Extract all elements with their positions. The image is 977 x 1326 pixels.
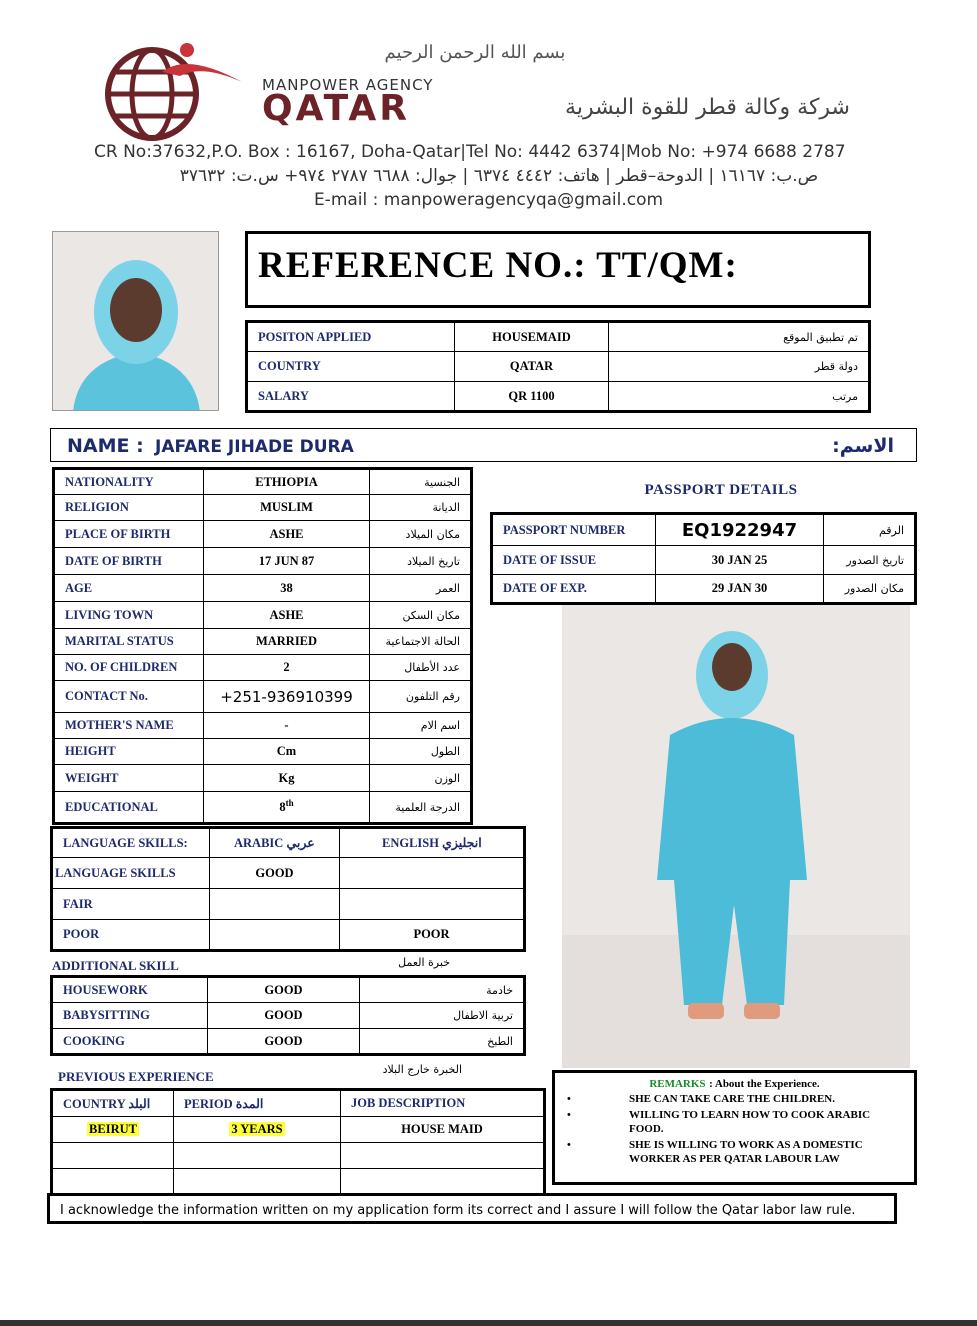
personal-row	[54, 655, 472, 681]
remark-item	[563, 1092, 906, 1106]
personal-value-text: ASHE	[269, 526, 304, 541]
personal-arabic: الطول	[370, 739, 472, 765]
passport-label: PASSPORT NUMBER	[492, 514, 656, 546]
personal-value-text: MUSLIM	[260, 500, 313, 514]
personal-row	[54, 495, 472, 521]
position-row	[247, 382, 870, 412]
remarks-list	[563, 1092, 906, 1166]
position-arabic: دولة قطر	[609, 352, 870, 382]
language-row	[52, 920, 525, 951]
passport-arabic: مكان الصدور	[824, 575, 916, 604]
personal-label: AGE	[54, 575, 204, 602]
passport-label: DATE OF EXP.	[492, 575, 656, 604]
position-label: COUNTRY	[247, 352, 455, 382]
experience-cell	[52, 1169, 174, 1195]
additional-label: COOKING	[52, 1029, 208, 1055]
experience-cell	[174, 1143, 341, 1169]
remarks-header	[563, 1077, 906, 1090]
additional-skill-label: ADDITIONAL SKILL	[52, 958, 179, 973]
language-level: POOR	[52, 920, 210, 951]
personal-value-text: 17 JUN 87	[258, 553, 315, 568]
personal-label: HEIGHT	[54, 739, 204, 765]
experience-value: BEIRUT	[89, 1122, 137, 1136]
personal-arabic: الدرجة العلمية	[370, 792, 472, 824]
personal-label: CONTACT No.	[54, 681, 204, 713]
personal-value-text: Cm	[276, 744, 297, 758]
additional-value: GOOD	[208, 1029, 360, 1055]
name-label-arabic: الاسم:	[832, 435, 894, 457]
personal-arabic: الديانة	[370, 495, 472, 521]
name-label: NAME :	[67, 435, 144, 457]
remark-text: SHE CAN TAKE CARE THE CHILDREN.	[629, 1093, 835, 1105]
personal-label: NATIONALITY	[54, 469, 204, 495]
contact-line-arabic: ص.ب: ١٦١٦٧ | الدوحة–قطر | هاتف: ٤٤٤٢ ٦٣٧٤ | جوال: ٦٦٨٨ ٢٧٨٧ ٩٧٤+ س.ت: ٣٧٦٣٢	[179, 166, 819, 186]
language-arabic-level	[210, 920, 340, 951]
position-arabic: تم تطبيق الموقع	[609, 322, 870, 352]
personal-value	[204, 765, 370, 792]
personal-row	[54, 713, 472, 739]
remark-text: WILLING TO LEARN HOW TO COOK ARABIC FOOD.	[629, 1109, 871, 1135]
acknowledgement-box	[47, 1193, 897, 1224]
personal-label: WEIGHT	[54, 765, 204, 792]
bismillah: بسم الله الرحمن الرحيم	[384, 42, 566, 63]
language-row	[52, 858, 525, 889]
experience-cell	[52, 1117, 174, 1143]
acknowledgement-text: I acknowledge the information written on my application form its correct and I assure I will follow the Qatar labor law rule.	[60, 1203, 856, 1218]
personal-label: MOTHER'S NAME	[54, 713, 204, 739]
personal-arabic: عدد الأطفال	[370, 655, 472, 681]
contact-line-english: CR No:37632,P.O. Box : 16167, Doha-Qatar|Tel No: 4442 6374|Mob No: +974 6688 2787	[94, 142, 846, 162]
personal-value	[204, 495, 370, 521]
personal-arabic: العمر	[370, 575, 472, 602]
additional-label: BABYSITTING	[52, 1003, 208, 1029]
experience-cell	[174, 1117, 341, 1143]
additional-arabic: تربية الاطفال	[360, 1003, 525, 1029]
personal-label: NO. OF CHILDREN	[54, 655, 204, 681]
remarks-subtitle: : About the Experience.	[709, 1078, 820, 1090]
personal-value	[204, 655, 370, 681]
personal-value-text: +251-936910399	[220, 687, 353, 706]
agency-name-line2: QATAR	[262, 88, 411, 129]
experience-cell	[52, 1143, 174, 1169]
language-header-arabic: ARABIC عربي	[210, 828, 340, 858]
additional-arabic: خادمة	[360, 977, 525, 1003]
passport-row	[492, 514, 916, 546]
name-bar	[50, 428, 917, 462]
position-value: HOUSEMAID	[455, 322, 609, 352]
passport-arabic: تاريخ الصدور	[824, 546, 916, 575]
full-body-photo	[562, 605, 910, 1068]
language-english-level	[340, 858, 525, 889]
personal-value-text: -	[284, 718, 289, 732]
position-label: POSITON APPLIED	[247, 322, 455, 352]
experience-header: COUNTRY البلد	[52, 1090, 174, 1117]
language-arabic-level: GOOD	[210, 858, 340, 889]
personal-row	[54, 575, 472, 602]
experience-row	[52, 1143, 545, 1169]
language-level: FAIR	[52, 889, 210, 920]
personal-value	[204, 521, 370, 548]
agency-name-line1: MANPOWER AGENCY	[262, 76, 434, 94]
personal-value	[204, 548, 370, 575]
personal-label: EDUCATIONAL	[54, 792, 204, 824]
passport-value: 29 JAN 30	[656, 575, 824, 604]
language-row	[52, 889, 525, 920]
personal-table	[52, 467, 473, 825]
personal-value-sup: th	[285, 798, 294, 809]
position-label: SALARY	[247, 382, 455, 412]
agency-name-arabic: شركة وكالة قطر للقوة البشرية	[565, 95, 850, 120]
personal-value-text: 2	[283, 660, 290, 674]
personal-row	[54, 739, 472, 765]
personal-row	[54, 629, 472, 655]
personal-value-text: Kg	[278, 770, 295, 785]
position-value: QR 1100	[455, 382, 609, 412]
language-header-row	[52, 828, 525, 858]
personal-value-text: ASHE	[269, 607, 304, 622]
position-arabic: مرتب	[609, 382, 870, 412]
experience-cell	[174, 1169, 341, 1195]
personal-value	[204, 575, 370, 602]
personal-row	[54, 765, 472, 792]
remark-text: SHE IS WILLING TO WORK AS A DOMESTIC WORKER AS PER QATAR LABOUR LAW	[629, 1139, 863, 1165]
personal-value	[204, 713, 370, 739]
personal-label: LIVING TOWN	[54, 602, 204, 629]
bullet-icon: •	[567, 1139, 571, 1151]
experience-row	[52, 1169, 545, 1195]
bullet-icon: •	[567, 1109, 571, 1121]
personal-value	[204, 629, 370, 655]
language-level: LANGUAGE SKILLS	[52, 858, 210, 889]
experience-cell	[341, 1143, 545, 1169]
experience-cell	[341, 1169, 545, 1195]
passport-value: 30 JAN 25	[656, 546, 824, 575]
remark-item	[563, 1138, 906, 1166]
passport-row	[492, 575, 916, 604]
personal-arabic: تاريخ الميلاد	[370, 548, 472, 575]
language-arabic-level	[210, 889, 340, 920]
personal-label: MARITAL STATUS	[54, 629, 204, 655]
personal-value-text: 8	[279, 800, 286, 815]
language-english-level: POOR	[340, 920, 525, 951]
personal-value	[204, 469, 370, 495]
experience-header: PERIOD المدة	[174, 1090, 341, 1117]
personal-arabic: مكان السكن	[370, 602, 472, 629]
personal-label: DATE OF BIRTH	[54, 548, 204, 575]
reference-number: REFERENCE NO.: TT/QM:	[258, 245, 738, 286]
language-english-level	[340, 889, 525, 920]
personal-arabic: رقم التلفون	[370, 681, 472, 713]
personal-label: RELIGION	[54, 495, 204, 521]
personal-row	[54, 681, 472, 713]
previous-experience-label: PREVIOUS EXPERIENCE	[58, 1069, 214, 1084]
experience-row	[52, 1117, 545, 1143]
personal-arabic: مكان الميلاد	[370, 521, 472, 548]
additional-skill-label-arabic: خبرة العمل	[398, 956, 450, 969]
additional-row	[52, 1029, 525, 1055]
additional-value: GOOD	[208, 977, 360, 1003]
remarks-box	[552, 1070, 917, 1185]
experience-value: 3 YEARS	[231, 1122, 283, 1136]
name-value: JAFARE JIHADE DURA	[155, 437, 354, 457]
additional-label: HOUSEWORK	[52, 977, 208, 1003]
additional-skill-table	[50, 975, 526, 1056]
experience-header: JOB DESCRIPTION	[341, 1090, 545, 1117]
page-bottom-rule	[0, 1320, 977, 1326]
personal-value-text: MARRIED	[255, 634, 318, 648]
additional-row	[52, 1003, 525, 1029]
experience-table	[50, 1088, 546, 1196]
position-row	[247, 352, 870, 382]
language-table	[50, 826, 526, 952]
passport-title: PASSPORT DETAILS	[644, 482, 798, 498]
experience-cell	[341, 1117, 545, 1143]
passport-label: DATE OF ISSUE	[492, 546, 656, 575]
language-header-english: ENGLISH انجليزي	[340, 828, 525, 858]
personal-value	[204, 792, 370, 824]
personal-value	[204, 739, 370, 765]
personal-label: PLACE OF BIRTH	[54, 521, 204, 548]
passport-arabic: الرقم	[824, 514, 916, 546]
personal-value-text: 38	[280, 580, 293, 595]
bullet-icon: •	[567, 1093, 571, 1105]
portrait-photo	[52, 231, 219, 411]
previous-experience-label-arabic: الخبرة خارج البلاد	[382, 1063, 462, 1076]
language-header: LANGUAGE SKILLS:	[52, 828, 210, 858]
personal-arabic: اسم الام	[370, 713, 472, 739]
remark-item	[563, 1108, 906, 1136]
personal-row	[54, 602, 472, 629]
personal-value	[204, 602, 370, 629]
email-line: E-mail : manpoweragencyqa@gmail.com	[313, 190, 664, 210]
passport-value: EQ1922947	[656, 514, 824, 546]
passport-table	[490, 512, 917, 605]
position-row	[247, 322, 870, 352]
additional-value: GOOD	[208, 1003, 360, 1029]
personal-row	[54, 469, 472, 495]
remarks-title: REMARKS	[649, 1078, 706, 1090]
agency-logo	[92, 42, 252, 142]
experience-value: HOUSE MAID	[401, 1122, 483, 1136]
personal-value	[204, 681, 370, 713]
personal-arabic: الجنسية	[370, 469, 472, 495]
personal-row	[54, 792, 472, 824]
personal-row	[54, 548, 472, 575]
personal-arabic: الحالة الاجتماعية	[370, 629, 472, 655]
position-table	[245, 320, 871, 413]
experience-header-row	[52, 1090, 545, 1117]
additional-arabic: الطبخ	[360, 1029, 525, 1055]
position-value: QATAR	[455, 352, 609, 382]
additional-row	[52, 977, 525, 1003]
personal-value-text: ETHIOPIA	[255, 474, 318, 489]
reference-box	[245, 231, 871, 308]
personal-row	[54, 521, 472, 548]
passport-row	[492, 546, 916, 575]
personal-arabic: الوزن	[370, 765, 472, 792]
